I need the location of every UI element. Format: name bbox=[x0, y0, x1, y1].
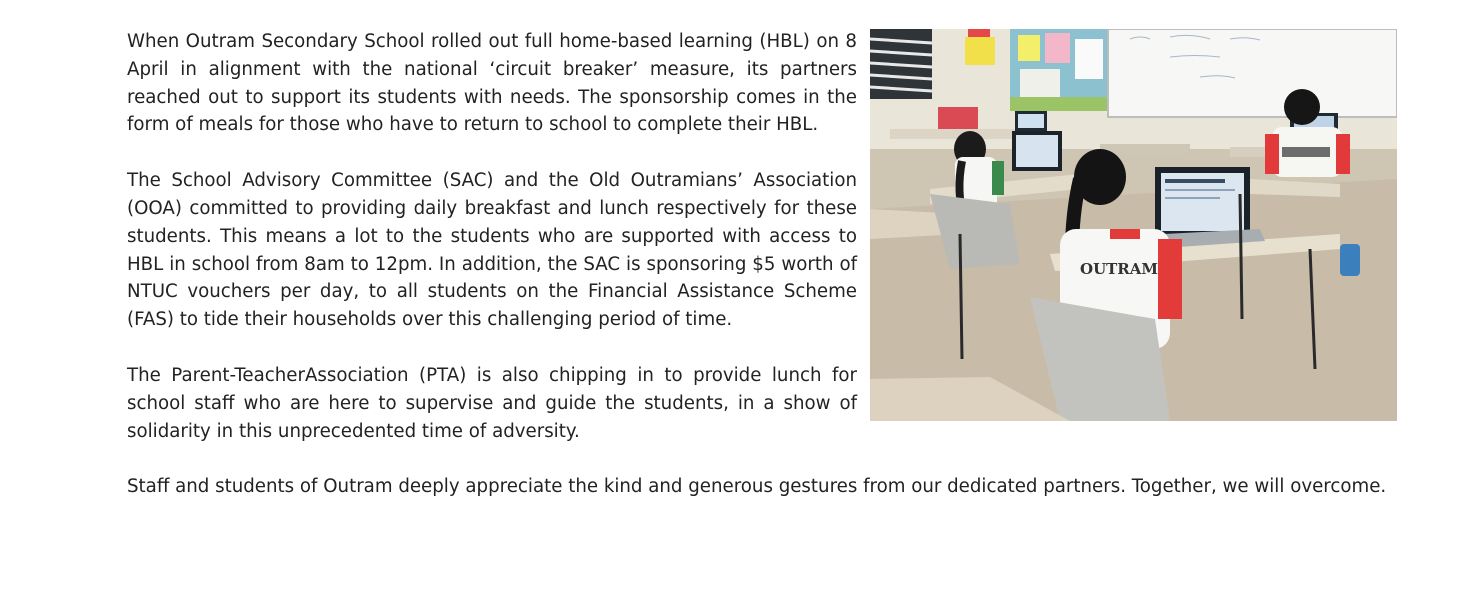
paragraph-intro: When Outram Secondary School rolled out full home-based learning (HBL) on 8 April in alignment with the national ‘circuit breaker’ measure, its partners reached out to support its students with needs. The sponsorship comes in the form of meals for those who have to return to school to complete their HBL. bbox=[127, 31, 857, 136]
paragraph-sac-ooa: The School Advisory Committee (SAC) and the Old Outramians’ Association (OOA) committed to providing daily breakfast and lunch respectively for these students. This means a lot to the students who are supported with access to HBL in school from 8am to 12pm. In addition, the SAC is sponsoring $5 worth of NTUC vouchers per day, to all students on the Financial Assistance Scheme (FAS) to tide their households over this challenging period of time. bbox=[127, 170, 857, 331]
shirt-lettering: OUTRAM bbox=[1080, 260, 1159, 278]
paragraph-closing: Staff and students of Outram deeply appreciate the kind and generous gestures from our dedicated partners. Together, we will overcome. bbox=[127, 476, 1387, 498]
classroom-photo bbox=[870, 29, 1397, 421]
article-body bbox=[127, 28, 1397, 529]
paragraph-pta: The Parent-TeacherAssociation (PTA) is also chipping in to provide lunch for school staff who are here to supervise and guide the students, in a show of solidarity in this unprecedented time of adversity. bbox=[127, 364, 857, 442]
